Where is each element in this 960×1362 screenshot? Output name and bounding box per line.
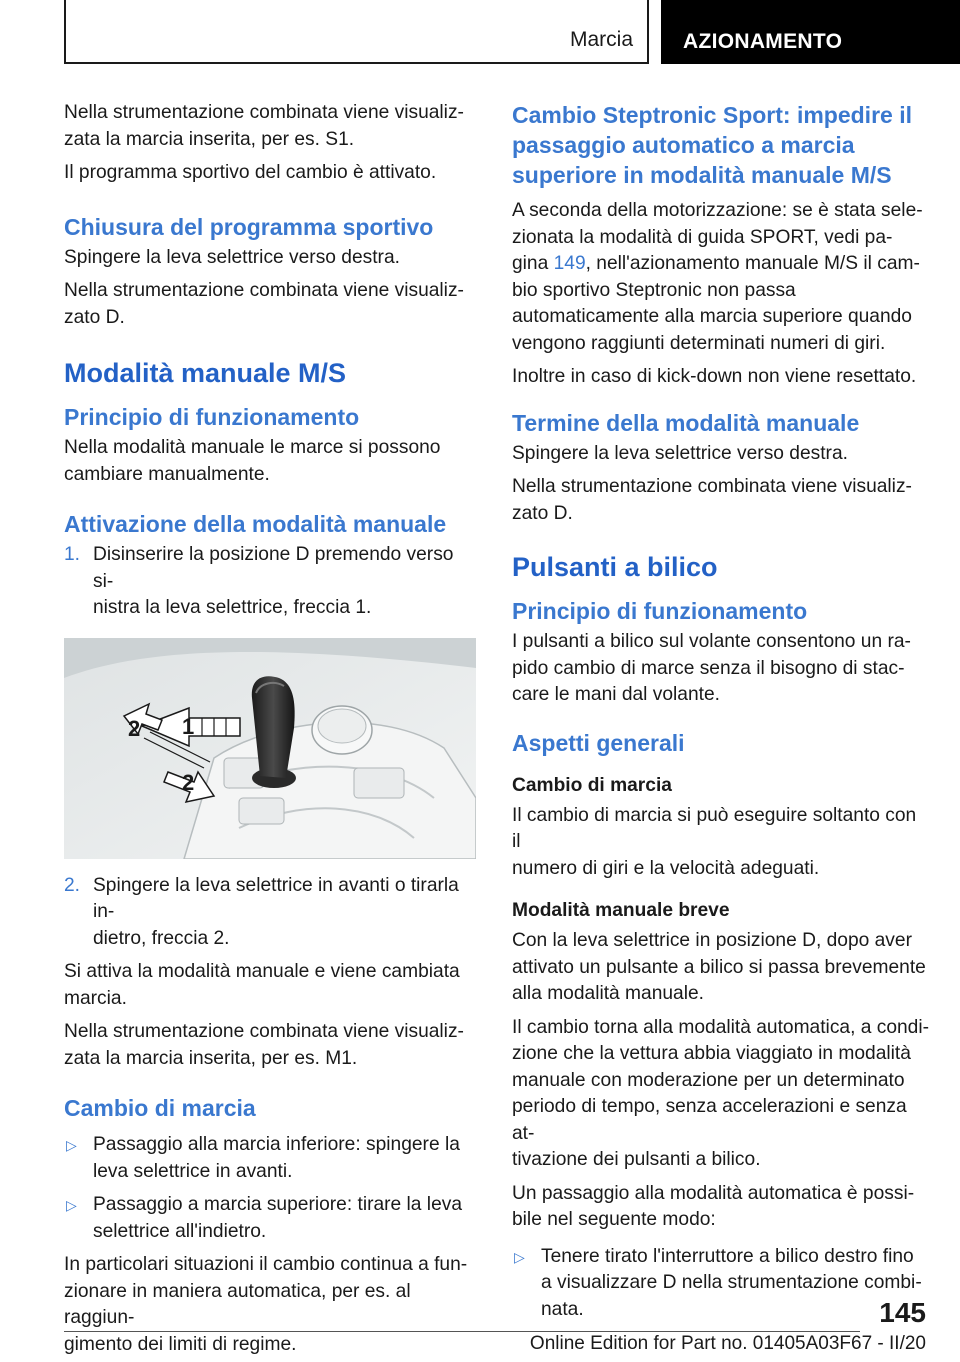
paragraph: In particolari situazioni il cambio continua a fun- zionare in maniera automatica, per es. al raggiun- gimento dei limiti di regime. [64, 1254, 468, 1355]
paragraph: I pulsanti a bilico sul volante consentono un ra- pido cambio di marce senza il bisogno di stac- care le mani dal volante. [512, 631, 911, 705]
paragraph: Nella strumentazione combinata viene visualiz- zata la marcia inserita, per es. M1. [64, 1021, 464, 1069]
step-number: 2. [64, 874, 81, 896]
footer-edition: Online Edition for Part no. 01405A03F67 - II/20 [529, 1333, 926, 1354]
paragraph [512, 198, 930, 357]
page-number: 145 [879, 1297, 926, 1328]
heading-chiusura: Chiusura del programma sportivo [64, 213, 434, 240]
heading-termine: Termine della modalità manuale [512, 409, 860, 436]
right-column [512, 100, 930, 1330]
paragraph: Con la leva selettrice in posizione D, dopo aver attivato un pulsante a bilico si passa brevemente alla modalità manuale. [512, 930, 926, 1004]
footer-divider [64, 1331, 860, 1332]
paragraph: Si attiva la modalità manuale e viene cambiata marcia. [64, 961, 460, 1009]
subheading-cambio: Cambio di marcia [512, 774, 672, 796]
paragraph: Il cambio torna alla modalità automatica, a condi- zione che la vettura abbia viaggiato in modalità manuale con moderazione per un determinato periodo di tempo, senza accelerazioni e senza at- tivazione dei pulsanti a bilico. [512, 1016, 930, 1170]
paragraph: Un passaggio alla modalità automatica è possi- bile nel seguente modo: [512, 1182, 915, 1230]
bullet-text: Passaggio a marcia superiore: tirare la leva selettrice all'indietro. [93, 1194, 463, 1242]
bullet-text: Passaggio alla marcia inferiore: spingere la leva selettrice in avanti. [93, 1134, 460, 1182]
list-item [512, 1244, 930, 1324]
subheading-breve: Modalità manuale breve [512, 900, 730, 921]
heading-cambio: Cambio di marcia [64, 1095, 256, 1121]
heading-modalita-manuale: Modalità manuale M/S [64, 358, 347, 388]
arrow-label-2-top: 2 [128, 715, 141, 741]
heading-attivazione: Attivazione della modalità manuale [64, 511, 447, 537]
paragraph: Nella strumentazione combinata viene visualiz- zato D. [512, 476, 912, 524]
paragraph: Nella strumentazione combinata viene visualiz- zato D. [64, 280, 464, 328]
header-chapter-tab [661, 0, 960, 64]
list-item [64, 542, 476, 622]
heading-pulsanti: Pulsanti a bilico [512, 552, 718, 582]
arrow-label-2-bottom: 2 [182, 769, 195, 795]
paragraph: Spingere la leva selettrice verso destra. [64, 246, 400, 268]
triangle-right-icon: ▷ [514, 1248, 525, 1265]
heading-principio: Principio di funzionamento [64, 404, 360, 430]
page-link[interactable]: 149 [553, 253, 586, 274]
bullet-text: Tenere tirato l'interruttore a bilico destro fino a visualizzare D nella strumentazione combi- nata. [541, 1245, 922, 1320]
paragraph: Il programma sportivo del cambio è attivato. [64, 162, 437, 183]
arrow-label-1: 1 [182, 713, 195, 739]
paragraph: Il cambio di marcia si può eseguire soltanto con il numero di giri e la velocità adeguati. [512, 804, 917, 879]
gear-selector-drawing [64, 638, 476, 859]
step-number: 1. [64, 544, 81, 565]
gear-selector-illustration [64, 638, 476, 859]
list-item [64, 1132, 476, 1185]
paragraph: Nella strumentazione combinata viene visualiz- zata la marcia inserita, per es. S1. [64, 102, 464, 150]
header-section-tab [64, 0, 649, 64]
header-chapter-title: AZIONAMENTO [683, 30, 843, 53]
heading-aspetti: Aspetti generali [512, 729, 685, 756]
list-item [64, 873, 476, 953]
heading-steptronic: Cambio Steptronic Sport: impedire il passaggio automatico a marcia superiore in modalità manuale M/S [512, 102, 912, 188]
paragraph-text: , nell'azionamento manuale M/S il cam- bio sportivo Steptronic non passa automaticamente alla marcia superiore quando vengono raggiunti determinati numeri di giri. [512, 253, 920, 354]
header-section-title: Marcia [569, 28, 633, 51]
list-item [64, 1192, 476, 1245]
step-text: Spingere la leva selettrice in avanti o tirarla in- dietro, freccia 2. [93, 874, 459, 949]
paragraph: Inoltre in caso di kick-down non viene resettato. [512, 366, 917, 387]
paragraph: Nella modalità manuale le marce si possono cambiare manualmente. [64, 437, 441, 485]
triangle-right-icon: ▷ [66, 1197, 77, 1213]
paragraph-text: A seconda della motorizzazione: se è stata sele- zionata la modalità di guida SPORT, vedi pa- gina [512, 200, 923, 274]
paragraph: Spingere la leva selettrice verso destra. [512, 442, 848, 464]
triangle-right-icon: ▷ [66, 1137, 77, 1153]
heading-principio: Principio di funzionamento [512, 598, 808, 624]
step-text: Disinserire la posizione D premendo verso si- nistra la leva selettrice, freccia 1. [93, 544, 454, 618]
left-column [64, 100, 476, 1362]
